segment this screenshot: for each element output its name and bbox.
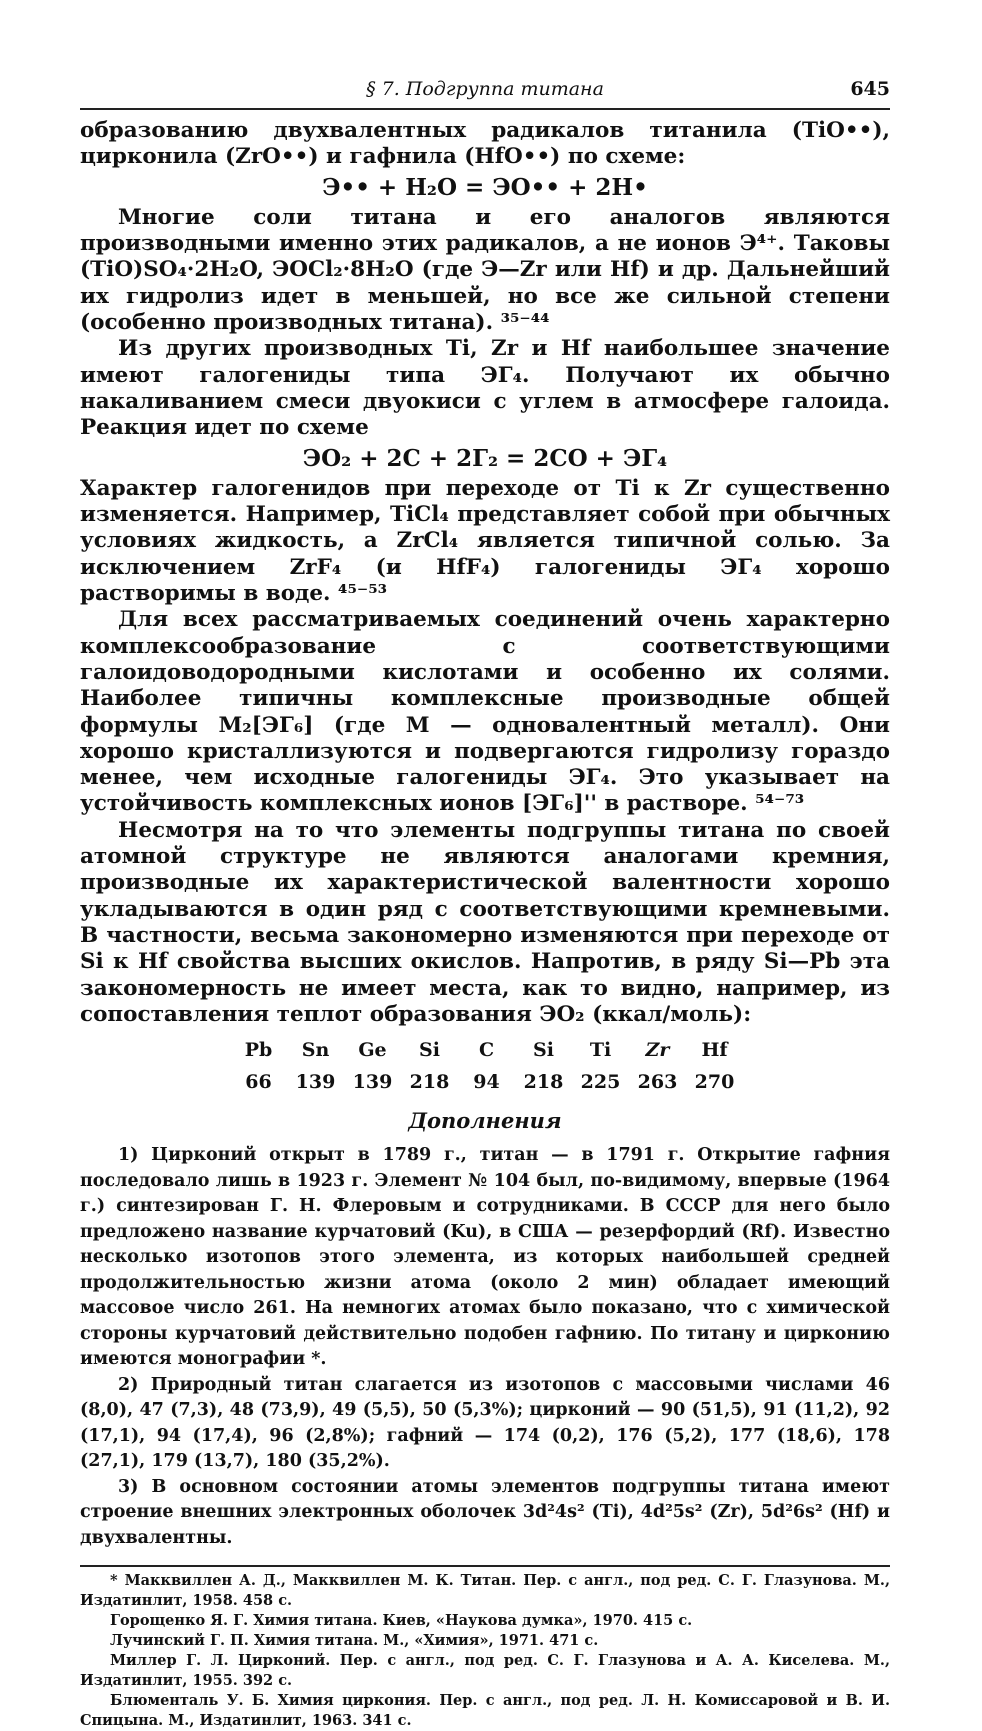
supplements — [80, 1143, 890, 1551]
table-cell: 218 — [523, 1071, 564, 1094]
paragraph-5: Для всех рассматриваемых соединений очень характерно комплексообразование с соответствующими галоидоводородными кислотами и особенно их солями. Наиболее типичны комплексные производные общей формулы M₂[ЭГ₆] (где M — одновалентный металл). Они хорошо кристаллизуются и подвергаются гидролизу гораздо менее, чем исходные галогениды ЭГ₄. Это указывает на устойчивость комплексных ионов [ЭГ₆]'' в растворе. ⁵⁴⁻⁷³ — [80, 607, 890, 817]
table-cell: 263 — [637, 1071, 678, 1094]
paragraph-1: образованию двухвалентных радикалов титанила (TiO••), цирконила (ZrO••) и гафнила (HfO••) по схеме: — [80, 118, 890, 170]
table-cell: C — [478, 1039, 495, 1062]
paragraph-6: Несмотря на то что элементы подгруппы титана по своей атомной структуре не являются аналогами кремния, производные их характеристической валентности хорошо укладываются в один ряд с соответствующими кремневыми. В частности, весьма закономерно изменяются при переходе от Si к Hf свойства высших окислов. Напротив, в ряду Si—Pb эта закономерность не имеет места, как то видно, например, из сопоставления теплот образования ЭО₂ (ккал/моль): — [80, 817, 890, 1027]
supplement-1: 1) Цирконий открыт в 1789 г., титан — в 1791 г. Открытие гафния последовало лишь в 1923 г. Элемент № 104 был, по-видимому, впервые (1964 г.) синтезирован Г. Н. Флеровым и сотрудниками. В СССР для него было предложено название курчатовий (Ku), в США — резерфордий (Rf). Известно несколько изотопов этого элемента, из которых наибольшей средней продолжительностью жизни атома (около 2 мин) обладает имеющий массовое число 261. На немногих атомах было показано, что с химической стороны курчатовий действительно подобен гафнию. По титану и цирконию имеются монографии *. — [80, 1145, 890, 1370]
supplement-3: 3) В основном состоянии атомы элементов подгруппы титана имеют строение внешних электронных оболочек 3d²4s² (Ti), 4d²5s² (Zr), 5d²6s² (Hf) и двухвалентны. — [80, 1476, 890, 1548]
formula-halogenation: ЭО₂ + 2C + 2Г₂ = 2CO + ЭГ₄ — [302, 444, 668, 472]
footnotes — [80, 1565, 890, 1731]
paragraph-4: Характер галогенидов при переходе от Ti к Zr существенно изменяется. Например, TiCl₄ представляет собой при обычных условиях жидкость, а ZrCl₄ является типичной солью. За исключением ZrF₄ (и HfF₄) галогениды ЭГ₄ хорошо растворимы в воде. ⁴⁵⁻⁵³ — [80, 475, 890, 607]
table-cell: Zr — [645, 1039, 670, 1062]
heat-of-formation-table — [230, 1034, 890, 1098]
table-cell: Si — [533, 1039, 554, 1062]
table-cell: Hf — [701, 1039, 728, 1062]
table-cell: Ge — [358, 1039, 387, 1062]
table-cell: Si — [419, 1039, 440, 1062]
running-header — [80, 70, 890, 110]
table-cell: 139 — [352, 1071, 393, 1094]
page-number: 645 — [850, 78, 890, 100]
table-cell: Ti — [589, 1039, 612, 1062]
table-cell: Sn — [301, 1039, 330, 1062]
table-cell: 66 — [245, 1071, 272, 1094]
main-text — [80, 118, 890, 1028]
table-row-elements — [230, 1034, 890, 1066]
table-cell: 139 — [295, 1071, 336, 1094]
section-title: § 7. Подгруппа титана — [366, 78, 604, 100]
supplement-2: 2) Природный титан слагается из изотопов с массовыми числами 46 (8,0), 47 (7,3), 48 (73,9), 49 (5,5), 50 (5,3%); цирконий — 90 (51,5), 91 (11,2), 92 (17,1), 94 (17,4), 96 (2,8%); гафний — 174 (0,2), 176 (5,2), 177 (18,6), 178 (27,1), 179 (13,7), 180 (35,2%). — [80, 1374, 890, 1472]
footnote-1: * Макквиллен А. Д., Макквиллен М. К. Титан. Пер. с англ., под ред. С. Г. Глазунова. М., Издатинлит, 1958. 458 с. — [80, 1572, 890, 1610]
formula-hydrolysis: Э•• + H₂O = ЭО•• + 2H• — [322, 173, 648, 201]
footnote-4: Миллер Г. Л. Цирконий. Пер. с англ., под ред. С. Г. Глазунова и А. А. Киселева. М., Издатинлит, 1955. 392 с. — [80, 1652, 890, 1690]
table-cell: 270 — [694, 1071, 735, 1094]
table-cell: 225 — [580, 1071, 621, 1094]
paragraph-3: Из других производных Ti, Zr и Hf наибольшее значение имеют галогениды типа ЭГ₄. Получают их обычно накаливанием смеси двуокиси с углем в атмосфере галоида. Реакция идет по схеме — [80, 336, 890, 441]
footnote-5: Блюменталь У. Б. Химия циркония. Пер. с англ., под ред. Л. Н. Комиссаровой и В. И. Спицына. М., Издатинлит, 1963. 341 с. — [80, 1692, 890, 1730]
table-cell: Pb — [244, 1039, 273, 1062]
page — [80, 70, 890, 1731]
table-row-values — [230, 1066, 890, 1098]
footnote-2: Горощенко Я. Г. Химия титана. Киев, «Наукова думка», 1970. 415 с. — [110, 1612, 693, 1630]
paragraph-2: Многие соли титана и его аналогов являются производными именно этих радикалов, а не ионов Э⁴⁺. Таковы (TiO)SO₄·2H₂O, ЭOCl₂·8H₂O (где Э—Zr или Hf) и др. Дальнейший их гидролиз идет в меньшей, но все же сильной степени (особенно производных титана). ³⁵⁻⁴⁴ — [80, 204, 890, 336]
table-cell: 218 — [409, 1071, 450, 1094]
footnote-3: Лучинский Г. П. Химия титана. М., «Химия», 1971. 471 с. — [110, 1632, 599, 1650]
table-cell: 94 — [473, 1071, 500, 1094]
supplement-heading: Дополнения — [408, 1108, 562, 1134]
